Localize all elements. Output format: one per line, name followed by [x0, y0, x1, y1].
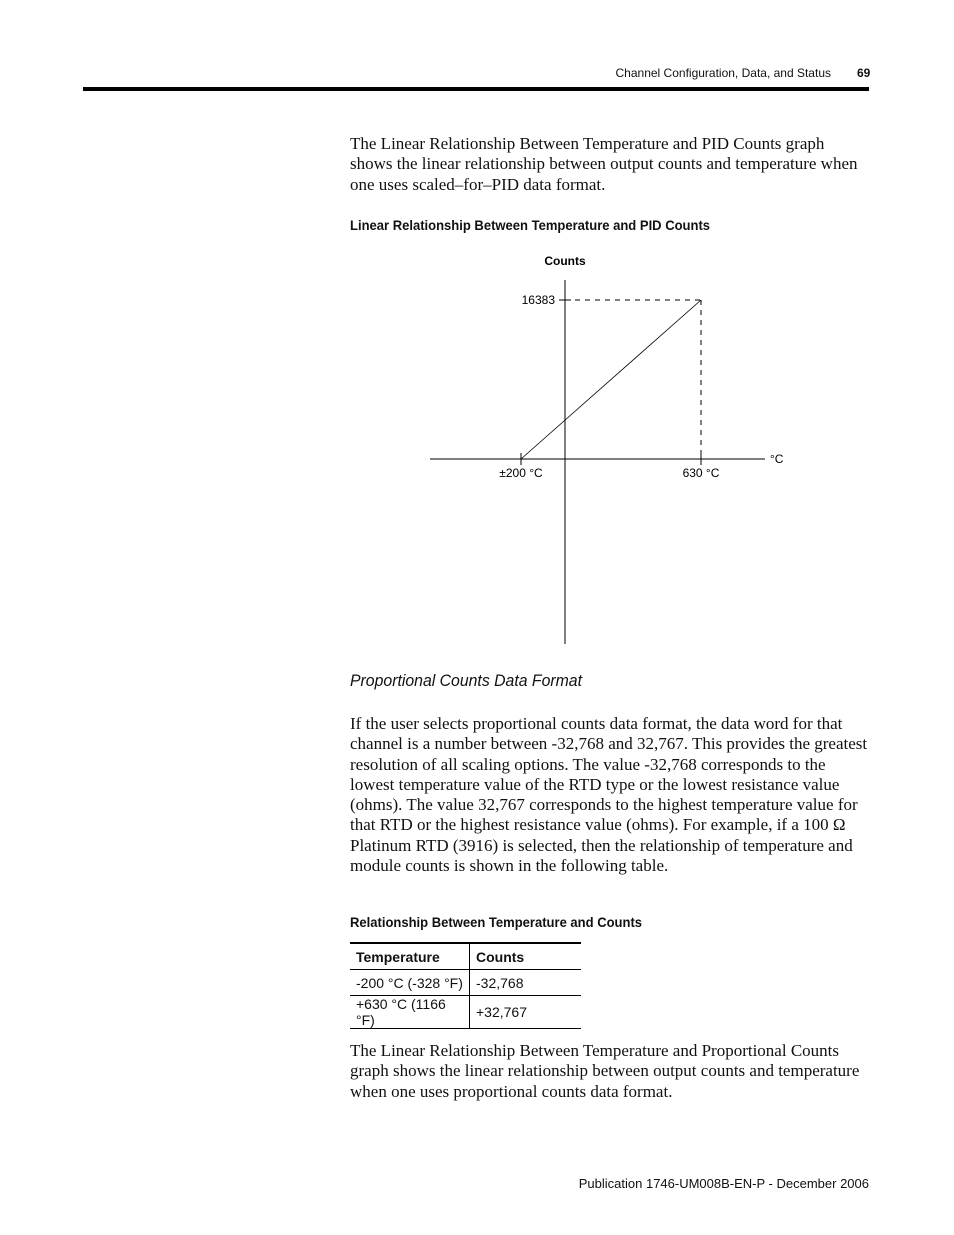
y-tick-label: 16383 [521, 293, 555, 307]
cell-counts: -32,768 [470, 970, 582, 996]
series-line [521, 300, 701, 459]
y-axis-label: Counts [544, 254, 586, 268]
column-header-counts: Counts [470, 943, 582, 970]
cell-temperature: -200 °C (-328 °F) [350, 970, 470, 996]
table-row [350, 996, 581, 1029]
x-axis-label: °C [770, 452, 784, 466]
column-header-temperature: Temperature [350, 943, 470, 970]
temperature-counts-table [350, 942, 581, 1029]
closing-paragraph: The Linear Relationship Between Temperature and Proportional Counts graph shows the linear relationship between output counts and temperature when one uses proportional counts data format. [350, 1041, 860, 1101]
table-caption: Relationship Between Temperature and Counts [350, 914, 643, 930]
running-header: Channel Configuration, Data, and Status [615, 66, 831, 80]
table-row [350, 970, 581, 996]
figure-caption: Linear Relationship Between Temperature and PID Counts [350, 217, 711, 233]
table-header-row [350, 943, 581, 970]
section-subheading: Proportional Counts Data Format [350, 671, 582, 690]
cell-counts: +32,767 [470, 996, 582, 1029]
proportional-paragraph: If the user selects proportional counts data format, the data word for that channel is a number between -32,768 and 32,767. This provides the greatest resolution of all scaling options. The value -32,768 corresponds to the lowest temperature value of the RTD type or the lowest resistance value (ohms). The value 32,767 corresponds to the highest temperature value for that RTD or the highest resistance value (ohms). For example, if a 100 Ω Platinum RTD (3916) is selected, then the relationship of temperature and module counts is shown in the following table. [350, 714, 868, 876]
intro-paragraph: The Linear Relationship Between Temperature and PID Counts graph shows the linear relationship between output counts and temperature when one uses scaled–for–PID data format. [350, 134, 858, 194]
x-tick-label: 630 °C [682, 466, 720, 480]
page-number: 69 [857, 66, 871, 80]
cell-temperature: +630 °C (1166 °F) [350, 996, 470, 1029]
x-tick-label: ±200 °C [499, 466, 543, 480]
publication-footer: Publication 1746-UM008B-EN-P - December 2006 [578, 1176, 869, 1191]
